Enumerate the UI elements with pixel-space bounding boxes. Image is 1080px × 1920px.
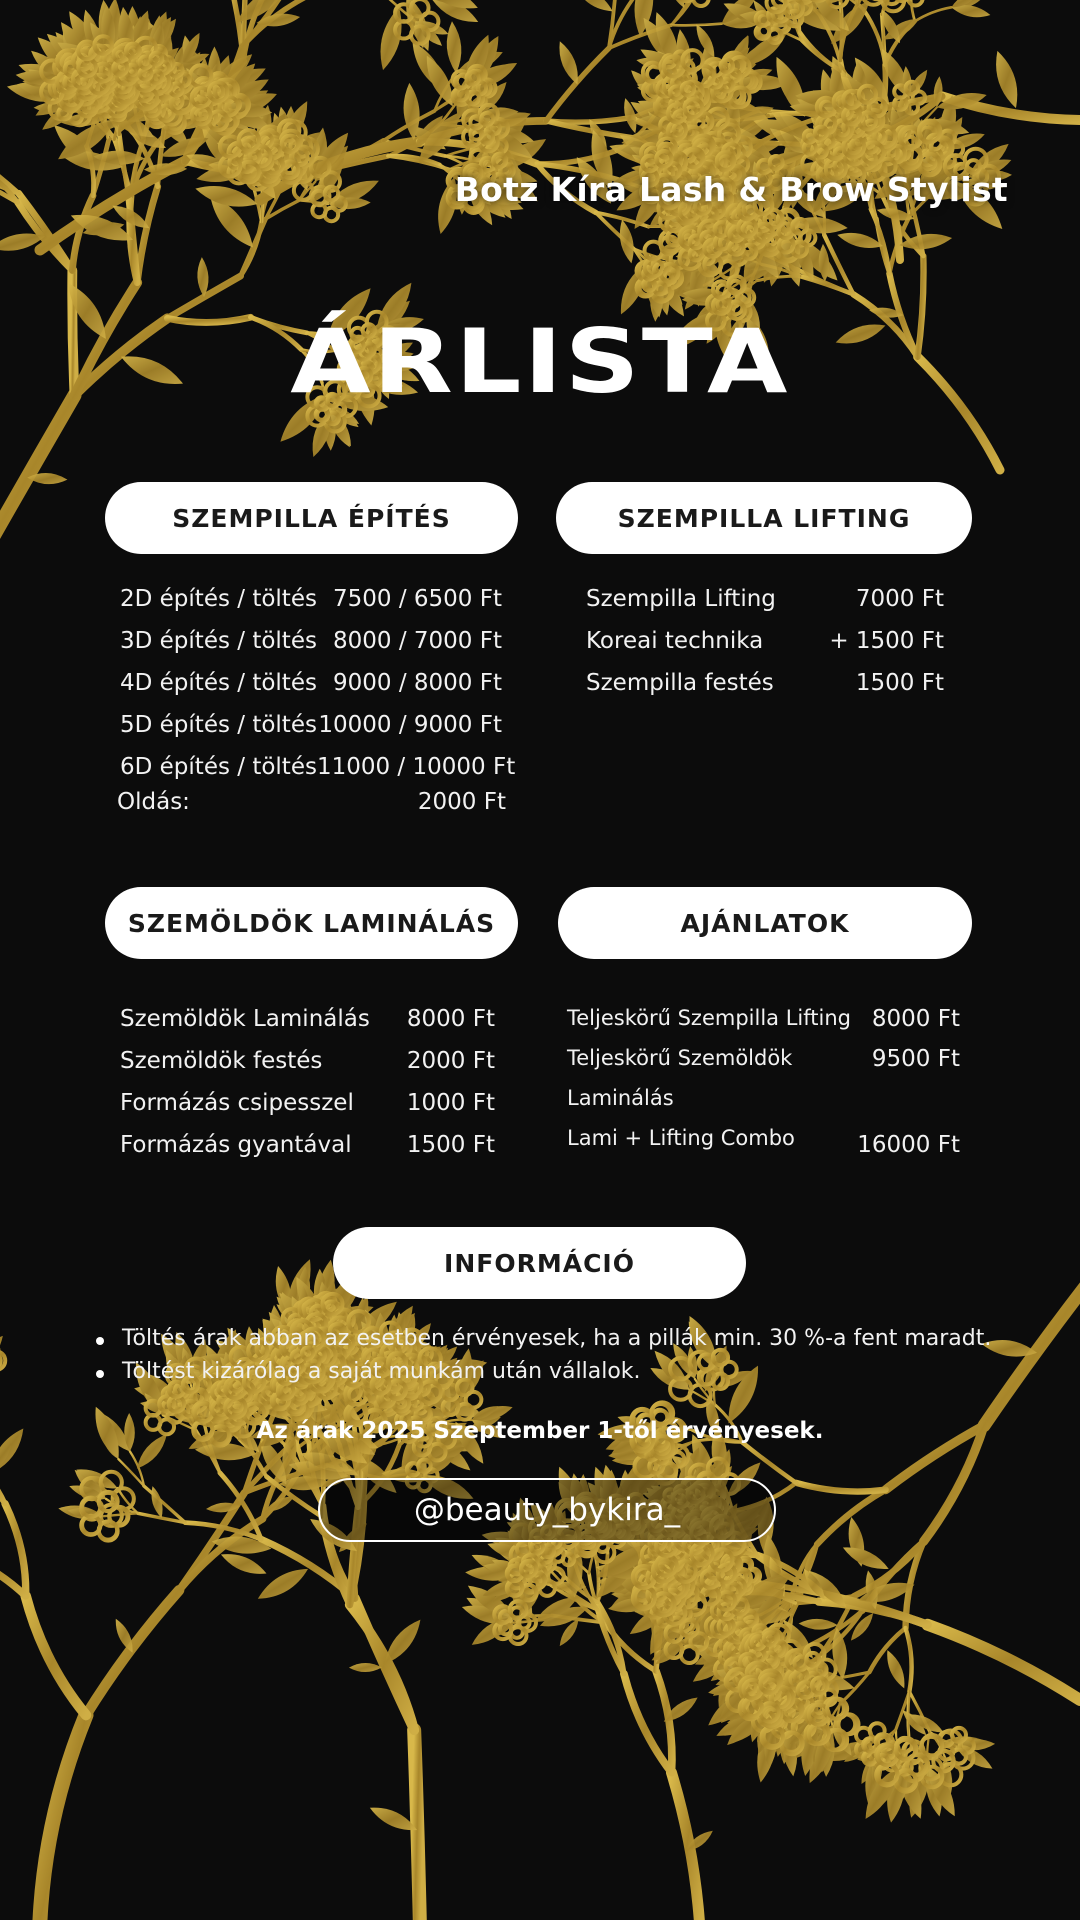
service-price: 8000 Ft [406,1006,495,1032]
info-note: Töltést kizárólag a saját munkám után vállalok. [96,1359,991,1384]
service-price: 11000 / 10000 Ft [316,754,516,780]
price-row [586,586,944,612]
service-price: 7000 Ft [855,586,944,612]
service-name: Koreai technika [586,628,764,654]
service-name: Lami + Lifting Combo [567,1126,795,1150]
price-row [567,1046,960,1072]
service-name: 4D építés / töltés [120,670,317,696]
service-name: 3D építés / töltés [120,628,317,654]
brand-name: Botz Kíra Lash & Brow Stylist [454,170,1008,209]
validity-note: Az árak 2025 Szeptember 1-től érvényesek. [256,1418,824,1444]
section-heading-lash-lifting: SZEMPILLA LIFTING [556,482,972,554]
service-price: + 1500 Ft [829,628,944,654]
section-heading-brow-lamination: SZEMÖLDÖK LAMINÁLÁS [105,887,518,959]
service-price: 7500 / 6500 Ft [333,586,502,612]
service-price: 2000 Ft [417,789,506,815]
service-price: 10000 / 9000 Ft [318,712,502,738]
price-row [120,670,502,696]
service-name: Formázás gyantával [120,1132,352,1158]
service-price: 1500 Ft [406,1132,495,1158]
service-name: Szemöldök festés [120,1048,323,1074]
service-name: Teljeskörű Szemöldök [567,1046,793,1070]
service-name: Szemöldök Laminálás [120,1006,370,1032]
info-note: Töltés árak abban az esetben érvényesek, ha a pillák min. 30 %-a fent maradt. [96,1326,991,1351]
section-heading-lash-building: SZEMPILLA ÉPÍTÉS [105,482,518,554]
price-row [586,670,944,696]
service-price: 8000 / 7000 Ft [333,628,502,654]
price-row [120,586,502,612]
service-name: Szempilla Lifting [586,586,776,612]
service-name: 6D építés / töltés [120,754,317,780]
service-price: 16000 Ft [857,1132,960,1158]
price-row [586,628,944,654]
instagram-handle: @beauty_bykira_ [318,1478,776,1542]
page-title: ÁRLISTA [290,310,790,413]
price-row [120,754,516,780]
price-row-continued [567,1086,960,1110]
price-row [120,628,502,654]
price-row [567,1126,960,1158]
service-name-continued: Laminálás [567,1086,674,1110]
service-name: 5D építés / töltés [120,712,317,738]
info-notes [96,1326,991,1392]
service-price: 2000 Ft [406,1048,495,1074]
price-row [120,1048,495,1074]
service-price: 9000 / 8000 Ft [333,670,502,696]
service-price: 1500 Ft [855,670,944,696]
service-name: Szempilla festés [586,670,774,696]
service-name: Oldás: [117,789,190,815]
section-heading-offers: AJÁNLATOK [558,887,972,959]
price-row [120,712,502,738]
price-row [567,1006,960,1032]
service-name: 2D építés / töltés [120,586,317,612]
service-price: 1000 Ft [406,1090,495,1116]
section-heading-info: INFORMÁCIÓ [333,1227,746,1299]
price-row [120,1090,495,1116]
service-price: 8000 Ft [871,1006,960,1032]
service-price: 9500 Ft [871,1046,960,1072]
service-name: Formázás csipesszel [120,1090,354,1116]
price-row [120,1006,495,1032]
price-row [120,1132,495,1158]
price-row [117,789,506,815]
service-name: Teljeskörű Szempilla Lifting [567,1006,851,1030]
